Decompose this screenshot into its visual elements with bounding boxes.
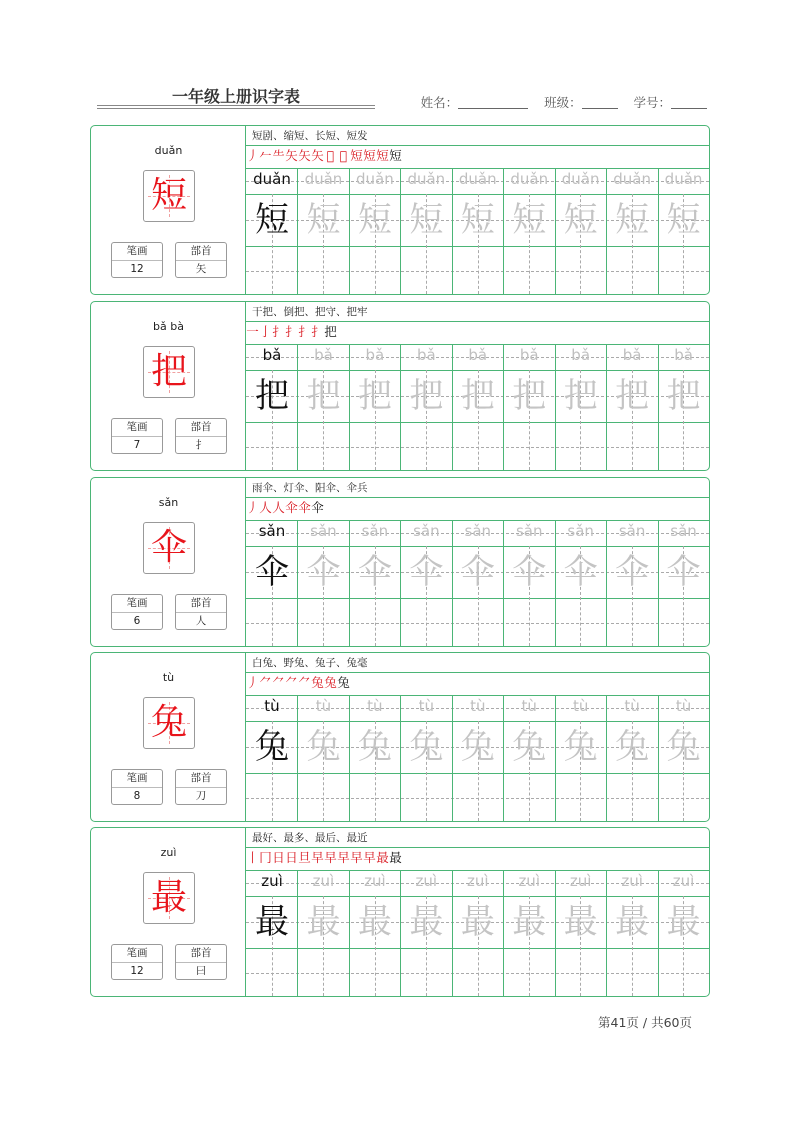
trace-character[interactable]: 伞 [357,552,392,592]
pinyin-cell: bǎ [468,346,488,364]
stroke-step: 丿 [246,148,259,163]
trace-character[interactable]: 最 [306,902,341,942]
stroke-count-label: 笔画 [112,419,162,437]
pinyin-cell: zuì [672,872,695,890]
stroke-count-value: 12 [130,263,144,275]
model-character: 把 [255,376,289,416]
trace-character[interactable]: 把 [357,376,392,416]
trace-character[interactable]: 最 [563,902,598,942]
trace-character[interactable]: 短 [306,200,341,240]
stroke-step: ⺈ [285,675,298,690]
pinyin-cell: duǎn [613,170,651,188]
pinyin-cell: bǎ [571,346,591,364]
stroke-count-value: 12 [130,965,144,977]
stroke-step: 兔 [324,675,337,690]
stroke-step: 丿 [246,675,259,690]
trace-character[interactable]: 短 [512,200,547,240]
pinyin-cell: duǎn [458,170,497,188]
radical-label: 部首 [176,243,226,261]
stroke-step: 伞 [311,500,324,515]
model-character: 最 [255,902,289,942]
pinyin-cell: zuì [518,872,540,890]
stroke-step: 短 [363,148,376,163]
trace-character[interactable]: 兔 [357,727,392,767]
stroke-step: 兔 [311,675,324,690]
character-card [90,477,710,647]
pinyin-cell: tù [675,697,692,715]
trace-character[interactable]: 兔 [512,727,547,767]
example-words: 短剧、缩短、长短、短发 [252,130,368,142]
pinyin-cell: sǎn [618,522,646,540]
model-character: 伞 [255,552,289,592]
pinyin-cell: sǎn [258,522,286,540]
main-character: 最 [150,877,187,918]
character-info-panel [91,302,246,470]
number-label: 学号： [633,95,671,110]
trace-character[interactable]: 兔 [563,727,598,767]
pinyin-cell: zuì [569,872,592,890]
stroke-count-box [111,594,163,630]
radical-box [175,944,227,980]
pinyin-cell: duǎn [304,170,343,188]
character-box [143,346,195,398]
pinyin-cell: zuì [466,872,489,890]
trace-character[interactable]: 兔 [666,727,701,767]
stroke-step: ⺧ [272,148,285,163]
stroke-step: 短 [389,148,402,163]
main-character: 兔 [150,702,187,743]
stroke-step: 早 [337,850,350,865]
trace-character[interactable]: 短 [666,200,701,240]
trace-character[interactable]: 短 [409,200,444,240]
stroke-step: ⺈ [272,675,285,690]
stroke-step: 冂 [259,850,272,865]
title-underline-2 [97,108,375,109]
stroke-step: 扌 [298,324,311,339]
stroke-step: 短 [376,148,389,163]
trace-character[interactable]: 短 [460,200,495,240]
character-box [143,697,195,749]
practice-grid [246,828,709,996]
pinyin-cell: duǎn [510,170,549,188]
trace-character[interactable]: 伞 [512,552,547,592]
trace-character[interactable]: 最 [615,902,650,942]
stroke-step: 早 [324,850,337,865]
character-card [90,125,710,295]
pinyin-cell: duǎn [407,170,446,188]
radical-value: 曰 [195,965,207,977]
stroke-step: 日 [272,850,285,865]
pinyin-cell: sǎn [310,522,337,540]
character-info-panel [91,653,246,821]
trace-character[interactable]: 最 [460,902,495,942]
trace-character[interactable]: 兔 [306,727,341,767]
stroke-count-value: 7 [133,439,141,451]
name-field[interactable] [458,95,528,109]
stroke-step: 扌 [272,324,285,339]
main-character: 短 [150,175,187,216]
radical-value: 人 [195,615,207,627]
stroke-step: 𠂉 [259,148,272,163]
radical-box [175,594,227,630]
trace-character[interactable]: 把 [460,376,495,416]
stroke-step: ⺈ [259,675,272,690]
trace-character[interactable]: 把 [306,376,341,416]
student-info [421,93,707,111]
trace-character[interactable]: 短 [357,200,392,240]
practice-grid [246,478,709,646]
pinyin-cell: tù [521,697,537,715]
pinyin-cell: tù [367,697,383,715]
pinyin-cell: duǎn [561,170,600,188]
practice-grid [246,126,709,294]
pinyin-cell: bǎ [365,346,385,364]
pinyin-cell: tù [624,697,640,715]
pinyin-cell: sǎn [515,522,543,540]
stroke-order [246,145,402,167]
stroke-step: 早 [363,850,376,865]
pinyin-cell: bǎ [622,346,642,364]
radical-label: 部首 [176,945,226,963]
character-box [143,170,195,222]
example-words: 雨伞、灯伞、阳伞、伞兵 [252,482,368,494]
stroke-step: 矢 [285,148,298,163]
stroke-count-box [111,242,163,278]
stroke-order [246,672,350,694]
radical-box [175,769,227,805]
trace-character[interactable]: 把 [512,376,547,416]
stroke-step: 最 [389,850,402,865]
pinyin-cell: tù [572,697,589,715]
character-card [90,827,710,997]
radical-label: 部首 [176,595,226,613]
stroke-count-label: 笔画 [112,770,162,788]
trace-character[interactable]: 兔 [409,727,444,767]
trace-character[interactable]: 把 [615,376,650,416]
stroke-order [246,847,402,869]
pinyin-label: tù [162,671,175,684]
radical-box [175,242,227,278]
stroke-step: 兔 [337,675,350,690]
title-underline [97,105,375,106]
pinyin-cell: duǎn [253,170,291,188]
stroke-step: 矢 [311,148,324,163]
stroke-step: 把 [324,324,337,339]
example-words: 干把、倒把、把守、把牢 [252,306,368,318]
stroke-order [246,497,324,519]
pinyin-cell: sǎn [567,522,594,540]
character-box [143,522,195,574]
trace-character[interactable]: 把 [409,376,444,416]
stroke-step: 丨 [246,850,259,865]
name-label: 姓名： [420,95,459,110]
stroke-step: 扌 [285,324,298,339]
stroke-step: 短 [350,148,363,163]
practice-grid [246,302,709,470]
pinyin-cell: sǎn [670,522,697,540]
stroke-count-box [111,769,163,805]
pinyin-cell: tù [470,697,486,715]
stroke-step: 丿 [246,500,259,515]
pinyin-cell: duǎn [664,170,703,188]
stroke-step: 𥐖 [326,148,335,163]
trace-character[interactable]: 伞 [460,552,495,592]
pinyin-cell: zuì [621,872,643,890]
main-character: 把 [150,351,187,392]
stroke-count-label: 笔画 [112,243,162,261]
trace-character[interactable]: 兔 [460,727,495,767]
pinyin-cell: zuì [415,872,438,890]
class-label: 班级： [544,95,582,110]
stroke-count-value: 6 [133,615,141,627]
stroke-count-value: 8 [133,790,141,802]
stroke-step: 亅 [259,324,272,339]
pinyin-cell: sǎn [413,522,440,540]
number-field[interactable] [671,95,707,109]
trace-character[interactable]: 最 [666,902,701,942]
trace-character[interactable]: 伞 [409,552,444,592]
character-info-panel [91,126,246,294]
stroke-step: 日 [285,850,298,865]
pinyin-cell: zuì [312,872,335,890]
character-info-panel [91,828,246,996]
stroke-step: 最 [376,850,389,865]
pinyin-label: sǎn [158,496,179,509]
example-words: 最好、最多、最后、最近 [252,832,368,844]
character-box [143,872,195,924]
radical-value: 矢 [195,263,207,275]
pinyin-cell: zuì [364,872,386,890]
radical-value: 扌 [195,439,207,451]
pinyin-cell: bǎ [519,346,539,364]
stroke-count-label: 笔画 [112,945,162,963]
page-title: 一年级上册识字表 [171,87,300,106]
trace-character[interactable]: 最 [512,902,547,942]
practice-grid [246,653,709,821]
pinyin-cell: zuì [261,872,283,890]
pinyin-cell: tù [418,697,435,715]
stroke-step: 一 [246,324,259,339]
pinyin-label: zuì [160,846,177,859]
trace-character[interactable]: 伞 [563,552,598,592]
stroke-step: 早 [350,850,363,865]
trace-character[interactable]: 伞 [306,552,341,592]
pinyin-label: bǎ bà [153,320,184,333]
stroke-step: 矢 [298,148,311,163]
stroke-step: 旦 [298,850,311,865]
model-character: 短 [255,200,289,240]
pinyin-cell: sǎn [464,522,492,540]
page-number: 第41页 / 共60页 [598,1015,692,1030]
pinyin-label: duǎn [154,144,183,157]
stroke-count-label: 笔画 [112,595,162,613]
pinyin-cell: bǎ [262,346,282,364]
trace-character[interactable]: 伞 [615,552,650,592]
trace-character[interactable]: 短 [563,200,598,240]
radical-label: 部首 [176,419,226,437]
stroke-step: 人 [259,500,272,515]
stroke-step: ⺈ [298,675,311,690]
trace-character[interactable]: 兔 [615,727,650,767]
radical-box [175,418,227,454]
character-card [90,652,710,822]
trace-character[interactable]: 最 [357,902,392,942]
pinyin-cell: tù [264,697,280,715]
trace-character[interactable]: 最 [409,902,444,942]
stroke-step: 早 [311,850,324,865]
pinyin-cell: duǎn [356,170,394,188]
pinyin-cell: bǎ [416,346,436,364]
stroke-step: 人 [272,500,285,515]
pinyin-cell: bǎ [674,346,693,364]
trace-character[interactable]: 伞 [666,552,701,592]
stroke-count-box [111,418,163,454]
trace-character[interactable]: 把 [563,376,598,416]
pinyin-cell: tù [315,697,332,715]
stroke-step: 伞 [285,500,298,515]
stroke-count-box [111,944,163,980]
radical-label: 部首 [176,770,226,788]
character-card [90,301,710,471]
example-words: 白兔、野兔、兔子、兔毫 [252,657,368,669]
stroke-step: 伞 [298,500,311,515]
main-character: 伞 [150,527,187,568]
class-field[interactable] [582,95,618,109]
trace-character[interactable]: 短 [615,200,650,240]
radical-value: 刀 [195,790,207,802]
stroke-order [246,321,337,343]
pinyin-cell: sǎn [361,522,389,540]
character-info-panel [91,478,246,646]
stroke-step: 扌 [311,324,324,339]
pinyin-cell: bǎ [314,346,333,364]
model-character: 兔 [255,727,289,767]
stroke-step: 𥐖 [339,148,348,163]
trace-character[interactable]: 把 [666,376,701,416]
